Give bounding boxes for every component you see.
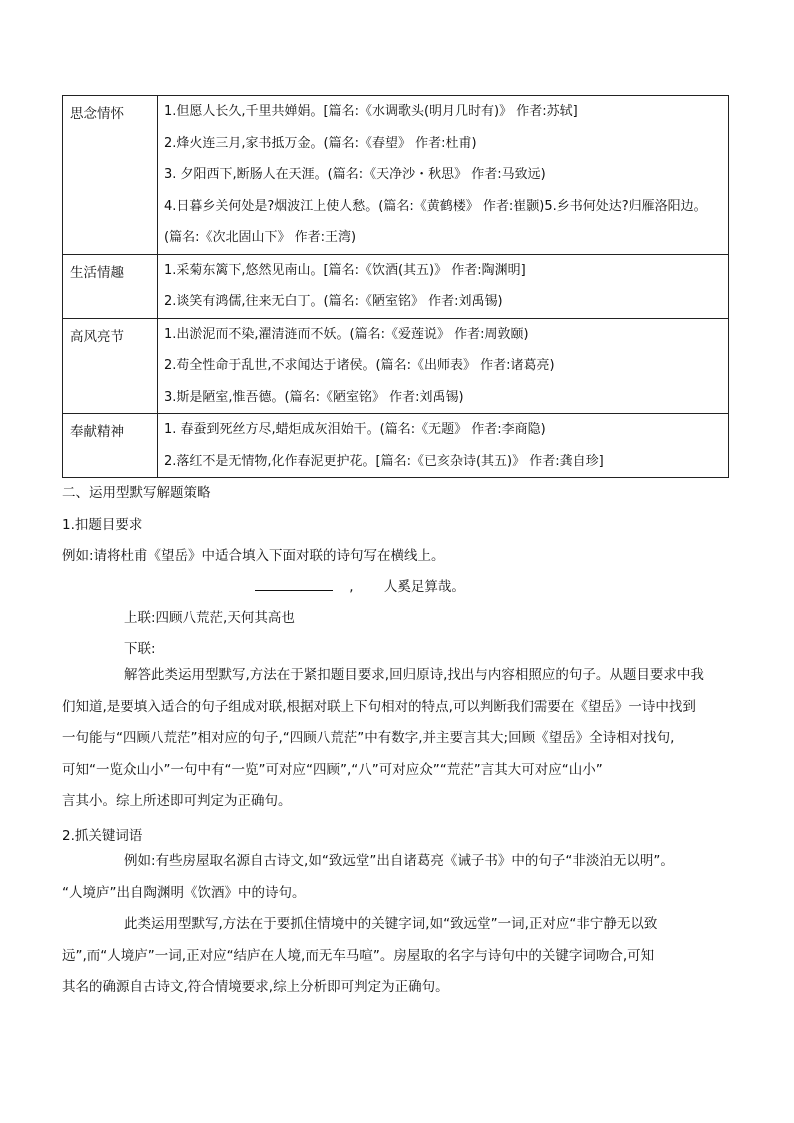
category-cell: 生活情趣: [63, 254, 158, 318]
analysis-2-line: 此类运用型默写,方法在于要抓住情境中的关键字词,如“致远堂”一词,正对应“非宁静无以致: [124, 916, 658, 932]
category-cell: 奉献精神: [63, 414, 158, 478]
lower-couplet: 下联:: [124, 641, 156, 657]
poem-line: 2.烽火连三月,家书抵万金。(篇名:《春望》 作者:杜甫): [164, 135, 477, 151]
analysis-1-line: 一句能与“四顾八荒茫”相对应的句子,“四顾八荒茫”中有数字,并主要言其大;回顾《望岳》全诗相对找句,: [62, 730, 675, 746]
analysis-2: [62, 909, 728, 1004]
blank-tail-text: 人奚足算哉。: [383, 579, 465, 595]
category-cell: 高风亮节: [63, 318, 158, 414]
poem-line: 4.日暮乡关何处是?烟波江上使人愁。(篇名:《黄鹤楼》 作者:崔颢)5.乡书何处达?归雁洛阳边。: [164, 198, 707, 214]
poem-line: (篇名:《次北固山下》 作者:王湾): [164, 230, 357, 245]
poem-line: 1.采菊东篱下,悠然见南山。[篇名:《饮酒(其五)》 作者:陶渊明]: [164, 262, 526, 278]
section-heading: 二、运用型默写解题策略: [62, 485, 211, 501]
example-2-line: 例如:有些房屋取名源自古诗文,如“致远堂”出自诸葛亮《诫子书》中的句子“非淡泊无以明”。: [124, 853, 674, 869]
subsection-2-title: 2.抓关键词语: [62, 828, 143, 844]
poem-lines-cell: [158, 414, 729, 478]
poem-line: 3.斯是陋室,惟吾德。(篇名:《陋室铭》 作者:刘禹锡): [164, 389, 464, 405]
analysis-2-line: 其名的确源自古诗文,符合情境要求,综上分析即可判定为正确句。: [62, 979, 449, 995]
example-1-text: 例如:请将杜甫《望岳》中适合填入下面对联的诗句写在横线上。: [62, 548, 445, 564]
answer-blank: [255, 576, 333, 591]
poem-line: 2.苟全性命于乱世,不求闻达于诸侯。(篇名:《出师表》 作者:诸葛亮): [164, 358, 555, 373]
table-row: [63, 96, 729, 255]
table-row: [63, 254, 729, 318]
poem-lines-cell: [158, 318, 729, 414]
example-2-line: “人境庐”出自陶渊明《饮酒》中的诗句。: [62, 884, 306, 901]
category-cell: 思念情怀: [63, 96, 158, 255]
analysis-1-line: 言其小。综上所述即可判定为正确句。: [62, 793, 292, 809]
analysis-1-line: 们知道,是要填入适合的句子组成对联,根据对联上下句相对的特点,可以判断我们需要在《望岳》一诗中找到: [62, 698, 696, 715]
analysis-1: [62, 660, 728, 818]
table-row: [63, 414, 729, 478]
poem-line: 3. 夕阳西下,断肠人在天涯。(篇名:《天净沙・秋思》 作者:马致远): [164, 167, 546, 182]
table-row: [63, 318, 729, 414]
analysis-2-line: 远”,而“人境庐”一词,正对应“结庐在人境,而无车马喧”。房屋取的名字与诗句中的关键字词吻合,可知: [62, 947, 655, 964]
subsection-1-title: 1.扣题目要求: [62, 517, 143, 533]
poem-line: 2.落红不是无情物,化作春泥更护花。[篇名:《已亥杂诗(其五)》 作者:龚自珍]: [164, 453, 604, 469]
analysis-1-line: 解答此类运用型默写,方法在于紧扣题目要求,回归原诗,找出与内容相照应的句子。从题目要求中我: [124, 667, 704, 683]
poem-lines-cell: [158, 96, 729, 255]
poem-line: 1. 春蚕到死丝方尽,蜡炬成灰泪始干。(篇名:《无题》 作者:李商隐): [164, 422, 546, 437]
poem-line: 1.但愿人长久,千里共婵娟。[篇名:《水调歌头(明月几时有)》 作者:苏轼]: [164, 104, 578, 119]
poem-category-table: [62, 95, 729, 478]
poem-line: 2.谈笑有鸿儒,往来无白丁。(篇名:《陋室铭》 作者:刘禹锡): [164, 294, 503, 309]
blank-separator: ,: [349, 579, 354, 595]
upper-couplet: 上联:四顾八荒茫,天何其高也: [124, 610, 295, 626]
example-2: [62, 846, 728, 909]
poem-line: 1.出淤泥而不染,濯清涟而不妖。(篇名:《爱莲说》 作者:周敦颐): [164, 326, 529, 342]
fill-blank-line: [255, 575, 465, 595]
poem-lines-cell: [158, 254, 729, 318]
analysis-1-line: 可知“一览众山小”一句中有“一览”可对应“四顾”,“八”可对应众”“荒茫”言其大可对应“山小”: [62, 761, 603, 778]
